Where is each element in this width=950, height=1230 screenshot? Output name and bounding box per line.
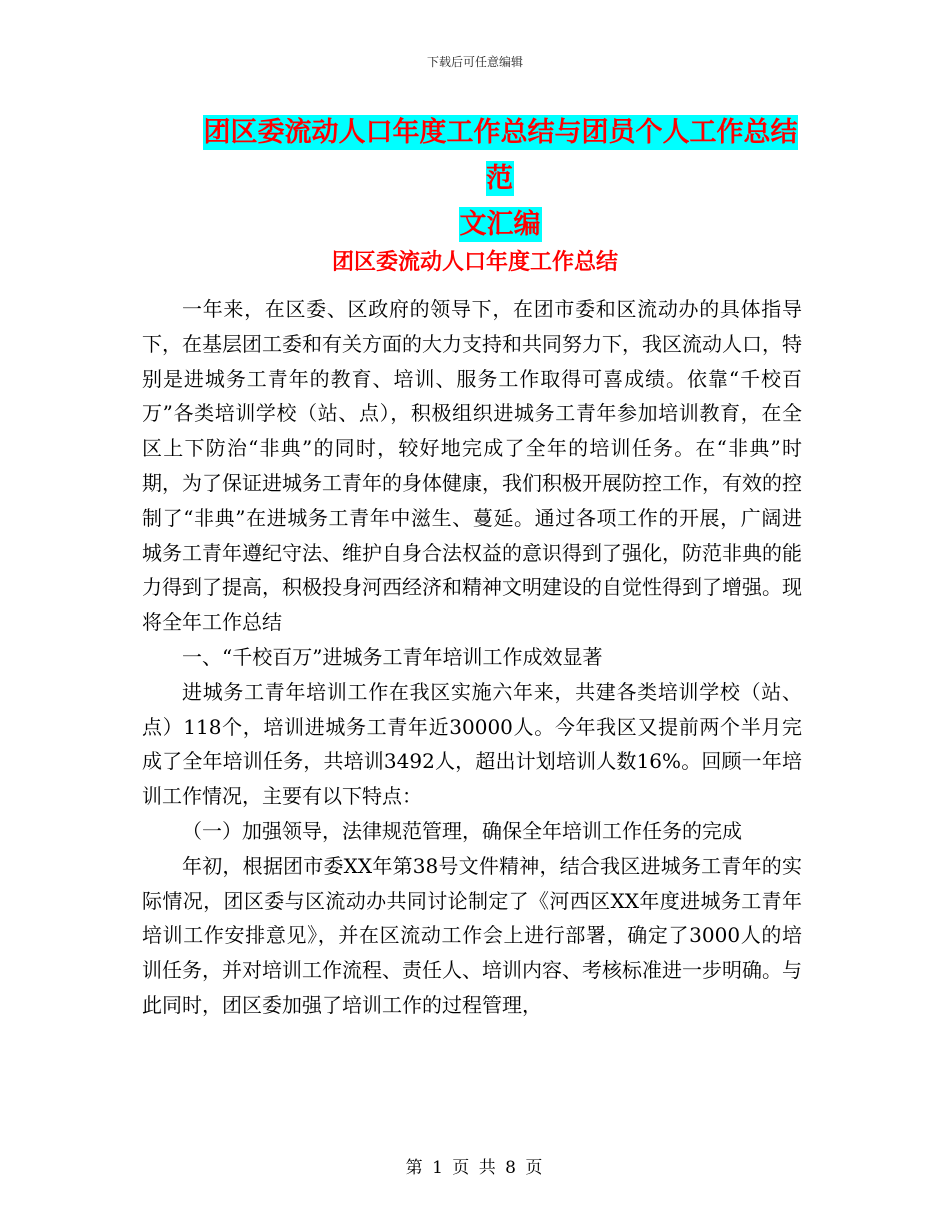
paragraph-intro: 一年来，在区委、区政府的领导下，在团市委和区流动办的具体指导下，在基层团工委和有关方面的大力支持和共同努力下，我区流动人口，特别是进城务工青年的教育、培训、服务工作取得可喜成绩。依靠“千校百万”各类培训学校（站、点），积极组织进城务工青年参加培训教育，在全区上下防治“非典”的同时，较好地完成了全年的培训任务。在“非典”时期，为了保证进城务工青年的身体健康，我们积极开展防控工作，有效的控制了“非典”在进城务工青年中滋生、蔓延。通过各项工作的开展，广阔进城务工青年遵纪守法、维护自身合法权益的意识得到了强化，防范非典的能力得到了提高，积极投身河西经济和精神文明建设的自觉性得到了增强。现将全年工作总结 xyxy=(142,297,802,635)
paragraph-leadership: 年初，根据团市委XX年第38号文件精神，结合我区进城务工青年的实际情况，团区委与区流动办共同讨论制定了《河西区XX年度进城务工青年培训工作安排意见》，并在区流动工作会上进行部署，确定了3000人的培训任务，并对培训工作流程、责任人、培训内容、考核标准进一步明确。与此同时，团区委加强了培训工作的过程管理， xyxy=(142,853,802,1017)
document-body xyxy=(142,292,802,1023)
document-title-line1: 团区委流动人口年度工作总结与团员个人工作总结范 xyxy=(203,117,798,194)
section-title: 团区委流动人口年度工作总结 xyxy=(331,250,618,275)
document-title-line2: 文汇编 xyxy=(459,209,541,240)
page-footer: 第 1 页 共 8 页 xyxy=(405,1158,545,1178)
paragraph-training-overview: 进城务工青年培训工作在我区实施六年来，共建各类培训学校（站、点）118个，培训进城务工青年近30000人。今年我区又提前两个半月完成了全年培训任务，共培训3492人，超出计划培训人数16%。回顾一年培训工作情况，主要有以下特点： xyxy=(142,679,802,809)
page-header-note: 下载后可任意编辑 xyxy=(426,55,523,69)
subheading-leadership: （一）加强领导，法律规范管理，确保全年培训工作任务的完成 xyxy=(182,818,742,843)
heading-part-one: 一、“千校百万”进城务工青年培训工作成效显著 xyxy=(182,644,603,669)
document-title xyxy=(190,110,810,248)
